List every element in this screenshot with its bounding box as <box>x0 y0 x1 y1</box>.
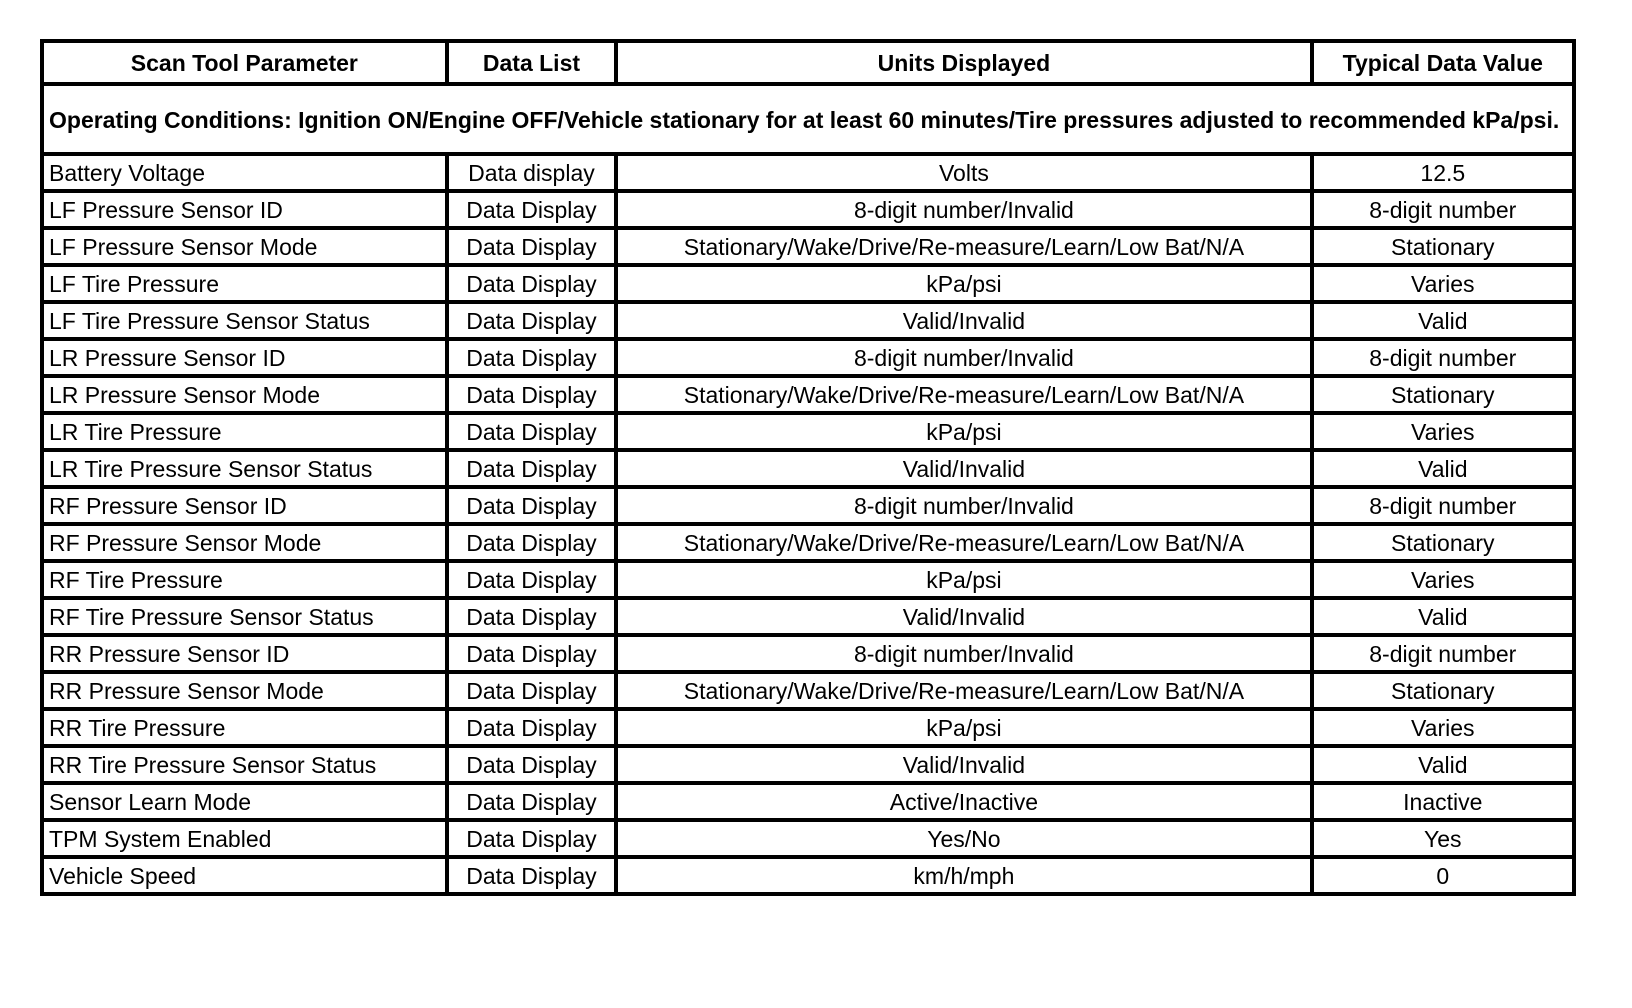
cell-data-list: Data Display <box>447 450 617 487</box>
header-units-displayed: Units Displayed <box>616 41 1311 84</box>
cell-typical-value: Varies <box>1312 413 1574 450</box>
table-row <box>42 191 1574 228</box>
table-row <box>42 413 1574 450</box>
cell-parameter: LF Pressure Sensor Mode <box>42 228 447 265</box>
cell-parameter: LR Pressure Sensor ID <box>42 339 447 376</box>
cell-typical-value: Varies <box>1312 265 1574 302</box>
cell-parameter: LR Pressure Sensor Mode <box>42 376 447 413</box>
table-row <box>42 228 1574 265</box>
cell-data-list: Data Display <box>447 746 617 783</box>
cell-data-list: Data Display <box>447 265 617 302</box>
table-row <box>42 524 1574 561</box>
cell-data-list: Data Display <box>447 672 617 709</box>
cell-parameter: RF Tire Pressure <box>42 561 447 598</box>
cell-units-displayed: kPa/psi <box>616 709 1311 746</box>
table-row <box>42 598 1574 635</box>
cell-data-list: Data Display <box>447 339 617 376</box>
cell-parameter: Sensor Learn Mode <box>42 783 447 820</box>
cell-data-list: Data Display <box>447 635 617 672</box>
cell-data-list: Data Display <box>447 302 617 339</box>
cell-units-displayed: Stationary/Wake/Drive/Re-measure/Learn/Low Bat/N/A <box>616 376 1311 413</box>
cell-units-displayed: Valid/Invalid <box>616 450 1311 487</box>
table-row <box>42 339 1574 376</box>
table-row <box>42 820 1574 857</box>
cell-typical-value: Inactive <box>1312 783 1574 820</box>
cell-parameter: RF Pressure Sensor Mode <box>42 524 447 561</box>
cell-data-list: Data Display <box>447 709 617 746</box>
cell-units-displayed: Stationary/Wake/Drive/Re-measure/Learn/Low Bat/N/A <box>616 524 1311 561</box>
cell-data-list: Data Display <box>447 228 617 265</box>
cell-typical-value: Stationary <box>1312 672 1574 709</box>
cell-units-displayed: Stationary/Wake/Drive/Re-measure/Learn/Low Bat/N/A <box>616 228 1311 265</box>
cell-data-list: Data Display <box>447 413 617 450</box>
cell-typical-value: Yes <box>1312 820 1574 857</box>
cell-typical-value: Stationary <box>1312 376 1574 413</box>
table-row <box>42 265 1574 302</box>
cell-units-displayed: Valid/Invalid <box>616 302 1311 339</box>
cell-parameter: LF Pressure Sensor ID <box>42 191 447 228</box>
header-scan-tool-parameter: Scan Tool Parameter <box>42 41 447 84</box>
table-row <box>42 487 1574 524</box>
cell-units-displayed: kPa/psi <box>616 561 1311 598</box>
cell-data-list: Data Display <box>447 191 617 228</box>
cell-units-displayed: 8-digit number/Invalid <box>616 339 1311 376</box>
cell-parameter: Battery Voltage <box>42 154 447 191</box>
cell-parameter: LR Tire Pressure <box>42 413 447 450</box>
header-row <box>42 41 1574 84</box>
cell-units-displayed: kPa/psi <box>616 413 1311 450</box>
cell-parameter: Vehicle Speed <box>42 857 447 894</box>
cell-data-list: Data Display <box>447 820 617 857</box>
cell-units-displayed: Yes/No <box>616 820 1311 857</box>
cell-typical-value: 12.5 <box>1312 154 1574 191</box>
cell-data-list: Data Display <box>447 524 617 561</box>
cell-units-displayed: Valid/Invalid <box>616 746 1311 783</box>
header-typical-data-value: Typical Data Value <box>1312 41 1574 84</box>
header-data-list: Data List <box>447 41 617 84</box>
cell-parameter: RF Tire Pressure Sensor Status <box>42 598 447 635</box>
table-row <box>42 635 1574 672</box>
cell-data-list: Data Display <box>447 487 617 524</box>
cell-units-displayed: Volts <box>616 154 1311 191</box>
cell-typical-value: Valid <box>1312 598 1574 635</box>
cell-typical-value: 0 <box>1312 857 1574 894</box>
cell-typical-value: 8-digit number <box>1312 339 1574 376</box>
cell-units-displayed: 8-digit number/Invalid <box>616 635 1311 672</box>
table-row <box>42 561 1574 598</box>
cell-parameter: RR Tire Pressure Sensor Status <box>42 746 447 783</box>
table-row <box>42 746 1574 783</box>
cell-parameter: LF Tire Pressure <box>42 265 447 302</box>
cell-parameter: LF Tire Pressure Sensor Status <box>42 302 447 339</box>
cell-parameter: RR Tire Pressure <box>42 709 447 746</box>
cell-typical-value: 8-digit number <box>1312 635 1574 672</box>
cell-parameter: RR Pressure Sensor ID <box>42 635 447 672</box>
cell-units-displayed: kPa/psi <box>616 265 1311 302</box>
cell-data-list: Data Display <box>447 376 617 413</box>
cell-data-list: Data Display <box>447 783 617 820</box>
table-row <box>42 857 1574 894</box>
cell-parameter: RF Pressure Sensor ID <box>42 487 447 524</box>
cell-typical-value: 8-digit number <box>1312 487 1574 524</box>
cell-parameter: TPM System Enabled <box>42 820 447 857</box>
cell-parameter: RR Pressure Sensor Mode <box>42 672 447 709</box>
cell-units-displayed: 8-digit number/Invalid <box>616 487 1311 524</box>
table-row <box>42 783 1574 820</box>
cell-units-displayed: Stationary/Wake/Drive/Re-measure/Learn/Low Bat/N/A <box>616 672 1311 709</box>
scan-tool-data-table <box>40 39 1576 896</box>
cell-typical-value: Varies <box>1312 561 1574 598</box>
cell-data-list: Data Display <box>447 561 617 598</box>
table-row <box>42 709 1574 746</box>
operating-conditions: Operating Conditions: Ignition ON/Engine OFF/Vehicle stationary for at least 60 minutes/Tire pressures adjusted to recommended kPa/psi. <box>42 84 1574 154</box>
table-row <box>42 672 1574 709</box>
table-row <box>42 302 1574 339</box>
cell-units-displayed: Active/Inactive <box>616 783 1311 820</box>
cell-data-list: Data Display <box>447 598 617 635</box>
cell-data-list: Data display <box>447 154 617 191</box>
cell-data-list: Data Display <box>447 857 617 894</box>
cell-parameter: LR Tire Pressure Sensor Status <box>42 450 447 487</box>
cell-units-displayed: km/h/mph <box>616 857 1311 894</box>
cell-typical-value: Valid <box>1312 450 1574 487</box>
cell-units-displayed: 8-digit number/Invalid <box>616 191 1311 228</box>
cell-typical-value: Stationary <box>1312 524 1574 561</box>
operating-conditions-row <box>42 84 1574 154</box>
cell-typical-value: Varies <box>1312 709 1574 746</box>
table-row <box>42 450 1574 487</box>
cell-units-displayed: Valid/Invalid <box>616 598 1311 635</box>
cell-typical-value: Valid <box>1312 746 1574 783</box>
cell-typical-value: Stationary <box>1312 228 1574 265</box>
table-row <box>42 376 1574 413</box>
cell-typical-value: 8-digit number <box>1312 191 1574 228</box>
table-row <box>42 154 1574 191</box>
cell-typical-value: Valid <box>1312 302 1574 339</box>
